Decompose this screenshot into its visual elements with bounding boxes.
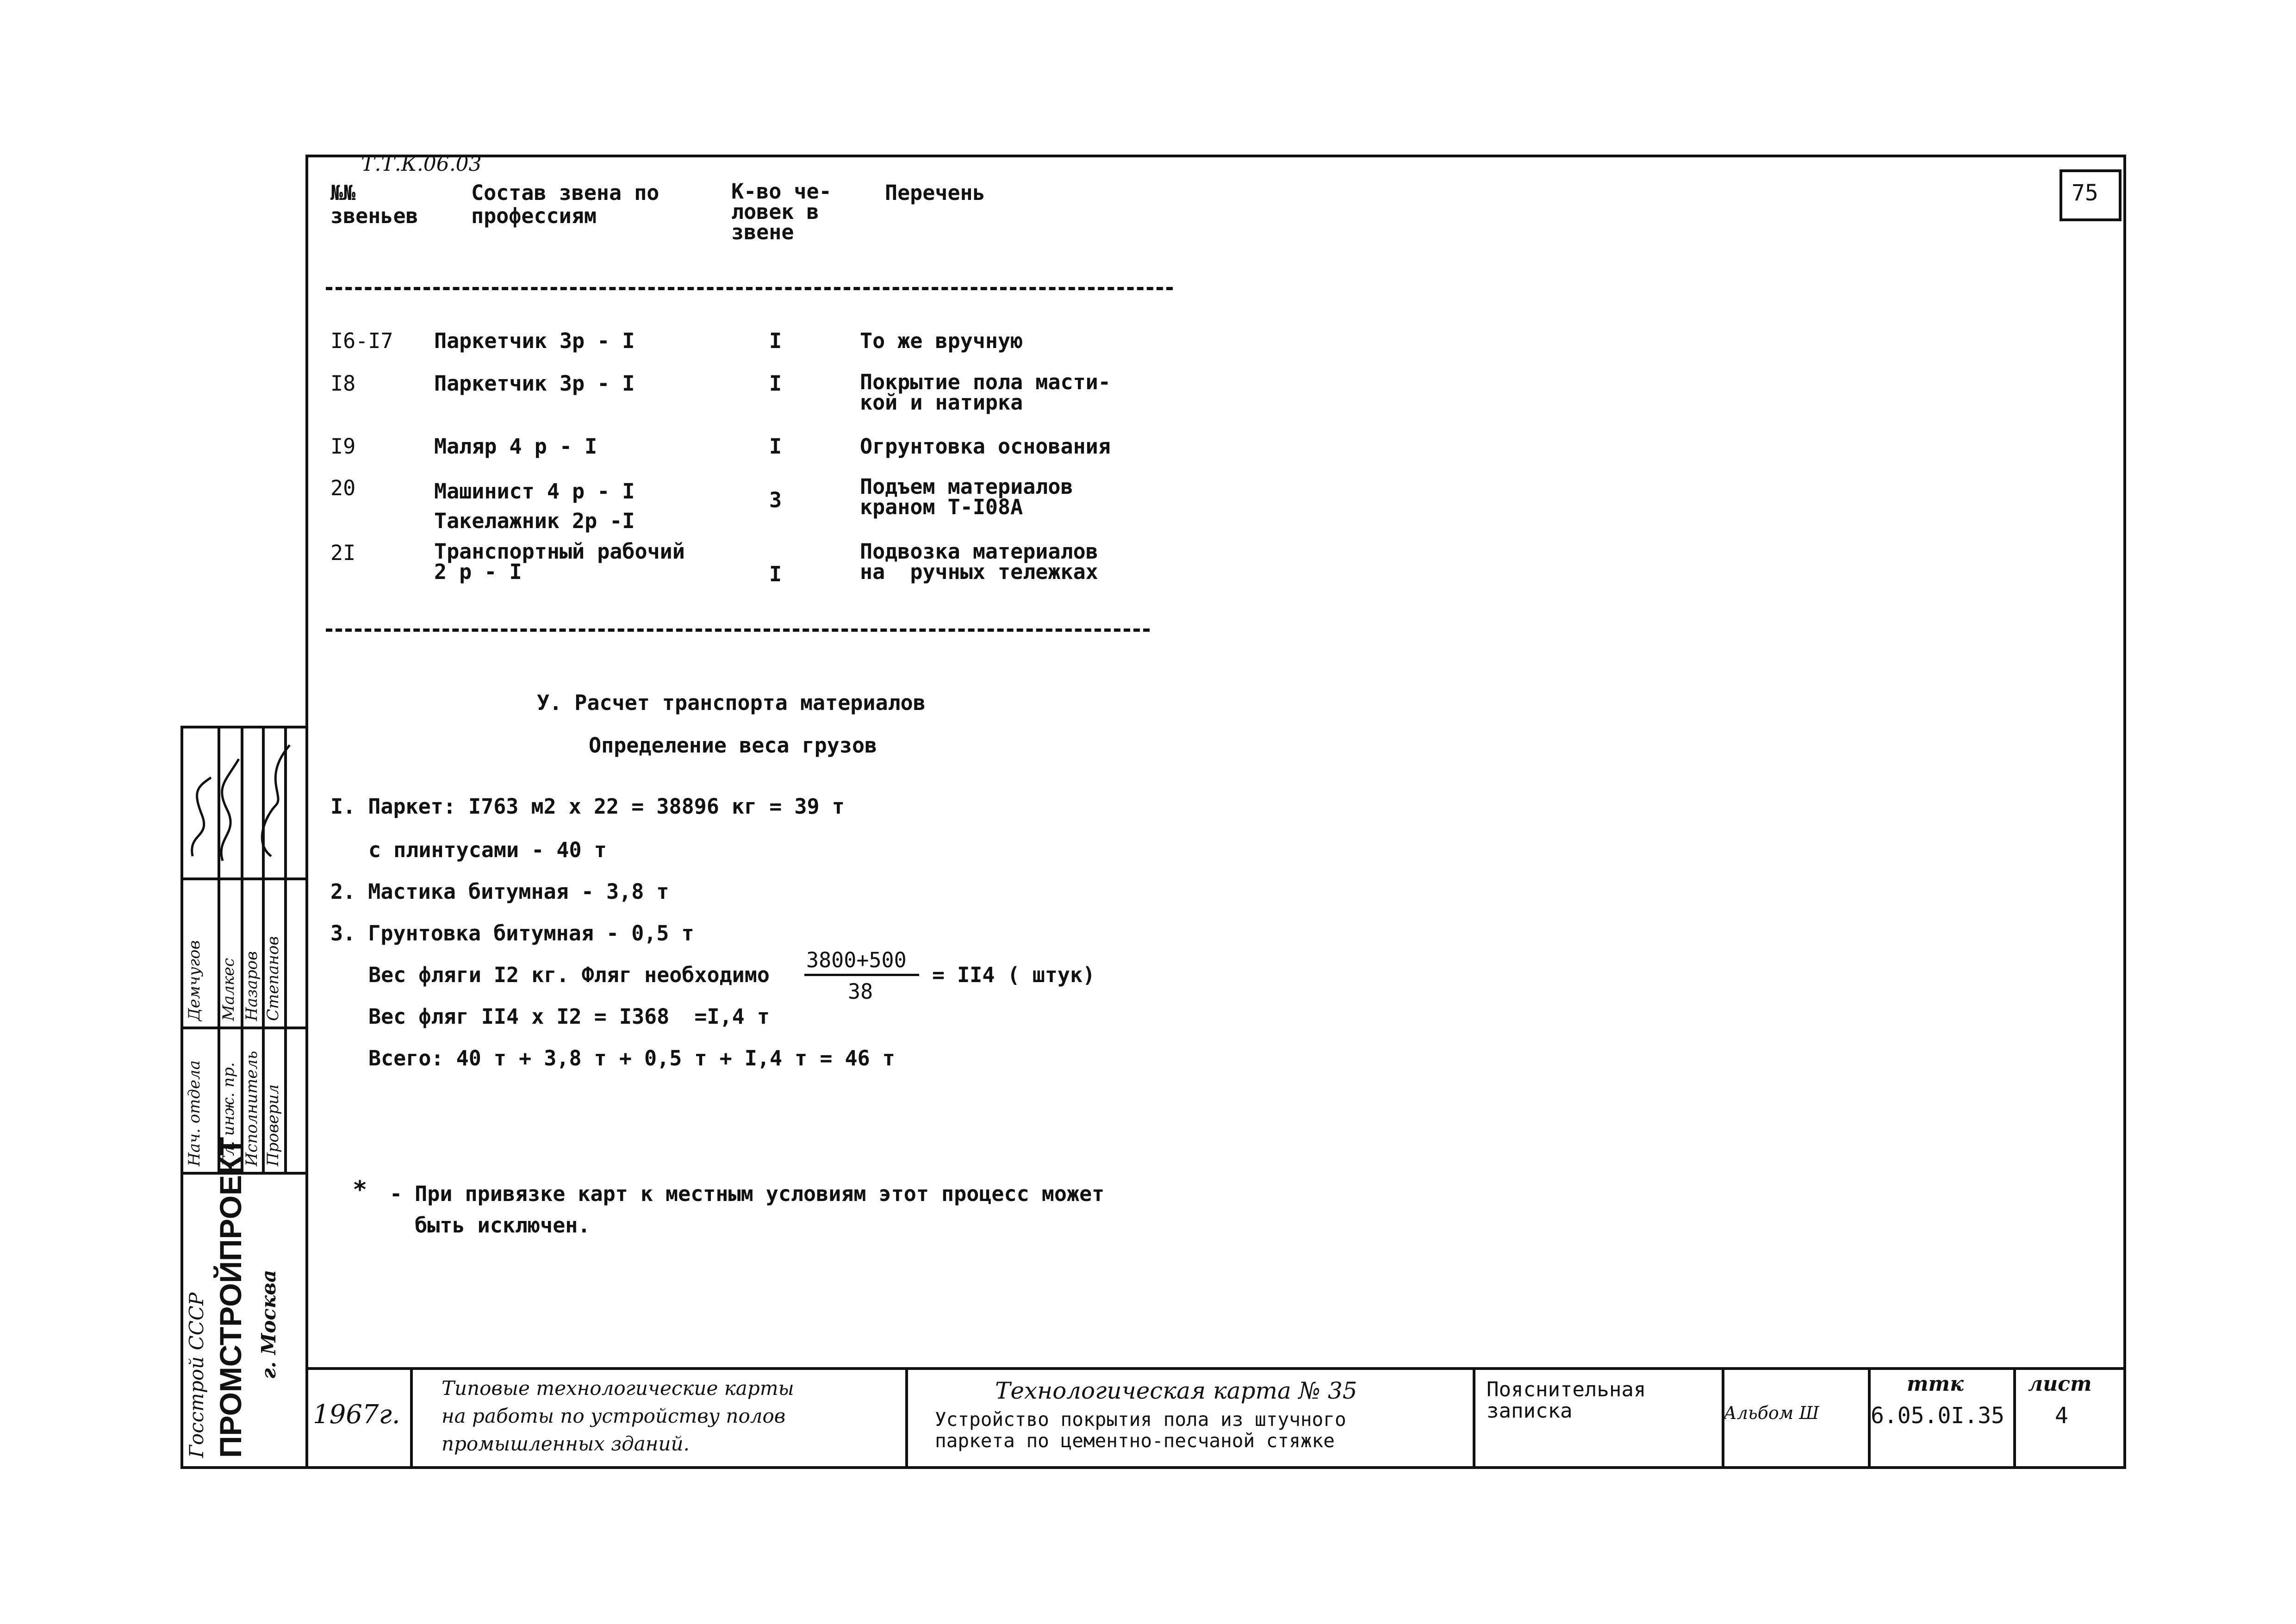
stamp-name-3: Назаров xyxy=(243,951,261,1021)
frame-bottom-line xyxy=(180,1466,2126,1469)
card-subtitle: Устройство покрытия пола из штучного паркета по цементно-песчаной стяжке xyxy=(935,1408,1346,1452)
row-count: I xyxy=(769,329,782,353)
calc-line-3: 2. Мастика битумная - 3,8 т xyxy=(330,879,669,904)
album: Альбом Ш xyxy=(1724,1403,1819,1423)
stamp-name-2: Малкес xyxy=(219,958,238,1021)
stamp-name-4: Степанов xyxy=(264,936,282,1021)
calc-line-2: с плинтусами - 40 т xyxy=(368,838,607,862)
stamp-org-1: Госстрой СССР xyxy=(185,1292,208,1458)
ttk-code: 6.05.0I.35 xyxy=(1871,1403,2004,1429)
row-count: I xyxy=(769,434,782,459)
footnote-mark: * xyxy=(353,1176,367,1204)
stamp-org-3: г. Москва xyxy=(257,1269,280,1379)
fraction-bar xyxy=(804,974,919,976)
row-list: Огрунтовка основания xyxy=(860,434,1111,459)
doc-type: Пояснительная записка xyxy=(1487,1378,1646,1423)
row-num: I9 xyxy=(330,434,356,459)
signatures xyxy=(183,731,304,875)
sheet-number: 4 xyxy=(2055,1403,2068,1429)
row-list: Подъем материалов краном Т-I08А xyxy=(860,474,1073,519)
tb-sep-1 xyxy=(410,1367,413,1466)
row-count: I xyxy=(769,371,782,396)
row-composition: Маляр 4 р - I xyxy=(434,434,597,459)
row-list: То же вручную xyxy=(860,329,1023,353)
tb-sep-6 xyxy=(2013,1367,2016,1466)
row-list: Покрытие пола масти- кой и натирка xyxy=(860,370,1111,415)
stamp-role-3: Исполнитель xyxy=(243,1051,261,1166)
row-composition: Транспортный рабочий 2 р - I xyxy=(434,539,685,584)
calc-line-7: Всего: 40 т + 3,8 т + 0,5 т + I,4 т = 46 т xyxy=(368,1046,895,1070)
fraction-denominator: 38 xyxy=(848,979,873,1004)
stamp-name-1: Демчугов xyxy=(185,940,204,1021)
sheet-label: лист xyxy=(2028,1372,2092,1396)
row-num: 2I xyxy=(330,541,356,565)
calc-line-6: Вес фляг II4 х I2 = I368 =I,4 т xyxy=(368,1004,770,1029)
row-composition: Машинист 4 р - I Такелажник 2р -I xyxy=(434,479,635,533)
calc-line-4: 3. Грунтовка битумная - 0,5 т xyxy=(330,921,694,946)
section-subtitle: Определение веса грузов xyxy=(589,733,877,758)
stamp-row-line-2 xyxy=(180,1027,308,1029)
footnote-text: - При привязке карт к местным условиям этот процесс может быть исключен. xyxy=(390,1182,1105,1238)
page-number: 75 xyxy=(2072,180,2098,206)
calc-line-1: I. Паркет: I763 м2 х 22 = 38896 кг = 39 т xyxy=(330,794,845,819)
stamp-top-line xyxy=(180,726,308,728)
tb-sep-2 xyxy=(905,1367,908,1466)
stamp-row-line-1 xyxy=(180,877,308,880)
tb-sep-3 xyxy=(1473,1367,1475,1466)
table-bottom-divider xyxy=(326,628,1150,632)
header-count: К-во че- ловек в звене xyxy=(731,179,832,244)
frame-right-line xyxy=(2123,155,2126,1469)
series-title: Типовые технологические карты на работы по устройству полов промышленных зданий. xyxy=(442,1377,794,1455)
row-num: I8 xyxy=(330,371,356,396)
doc-code: Т.Т.К.06.03 xyxy=(361,152,482,176)
header-num: №№ звеньев xyxy=(330,180,418,228)
ttk-label: ттк xyxy=(1907,1372,1964,1396)
row-composition: Паркетчик 3р - I xyxy=(434,329,635,353)
header-divider xyxy=(326,287,1173,290)
stamp-role-2: Гл. инж. пр. xyxy=(219,1062,238,1166)
stamp-role-4: Проверил xyxy=(264,1084,282,1166)
card-title: Технологическая карта № 35 xyxy=(995,1377,1357,1404)
row-num: I6-I7 xyxy=(330,329,393,353)
header-list: Перечень xyxy=(885,180,985,205)
stamp-role-1: Нач. отдела xyxy=(185,1060,204,1166)
row-count: I xyxy=(769,562,782,586)
row-list: Подвозка материалов на ручных тележках xyxy=(860,539,1098,584)
header-composition: Состав звена по профессиям xyxy=(471,180,660,228)
frame-top-line xyxy=(305,155,2126,157)
section-title: У. Расчет транспорта материалов xyxy=(537,691,926,715)
calc-line-5-suffix: = II4 ( штук) xyxy=(932,963,1095,987)
row-count: 3 xyxy=(769,488,782,512)
frame-left-line xyxy=(305,155,308,1469)
fraction-numerator: 3800+500 xyxy=(806,948,907,972)
row-num: 20 xyxy=(330,476,356,500)
title-block-top-line xyxy=(305,1367,2126,1370)
row-composition: Паркетчик 3р - I xyxy=(434,371,635,396)
stamp-org-2: ПРОМСТРОЙПРОЕКТ xyxy=(213,1137,248,1458)
year: 1967г. xyxy=(313,1400,400,1430)
calc-line-5-prefix: Вес фляги I2 кг. Фляг необходимо xyxy=(368,963,770,987)
